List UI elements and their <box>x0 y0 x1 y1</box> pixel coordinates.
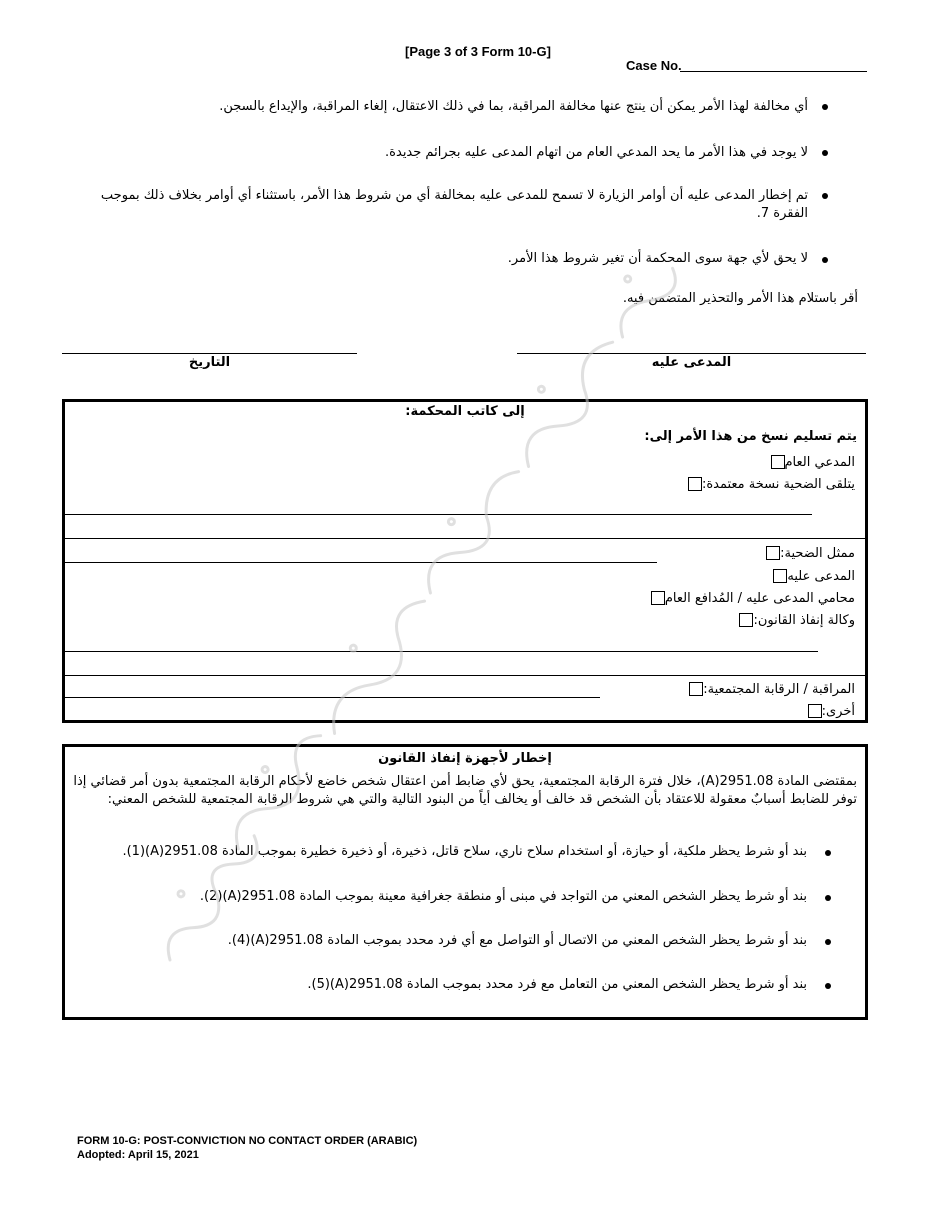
date-label: التاريخ <box>188 355 231 370</box>
notice-item: بند أو شرط يحظر ملكية، أو حيازة، أو استخدام سلاح ناري، سلاح قاتل، ذخيرة، أو ذخيرة خطيرة بموجب المادة 2951.08(A)(1). <box>122 844 807 859</box>
copy-defendant-label: المدعى عليه <box>787 568 855 584</box>
bullet-item: تم إخطار المدعى عليه أن أوامر الزيارة لا تسمح للمدعى عليه بمخالفة أي من شروط هذا الأمر، باستثناء أي أوامر بخلاف ذلك بموجب الفقرة 7. <box>100 188 808 221</box>
page-label: [Page 3 of 3 Form 10-G] <box>405 44 551 59</box>
notice-item: بند أو شرط يحظر الشخص المعني من الاتصال أو التواصل مع أي فرد محدد بموجب المادة 2951.08(A)(4). <box>227 933 807 948</box>
case-no-label: Case No. <box>626 58 682 73</box>
copy-prosecutor-label: المدعي العام <box>784 454 855 470</box>
adopted-date: Adopted: April 15, 2021 <box>77 1149 199 1161</box>
bullet-marker <box>822 150 828 156</box>
copy-law-enforcement-label: وكالة إنفاذ القانون: <box>753 612 855 628</box>
bullet-item: لا يوجد في هذا الأمر ما يحد المدعي العام من اتهام المدعى عليه بجرائم جديدة. <box>385 145 808 160</box>
notice-box-title: إخطار لأجهزة إنفاذ القانون <box>378 751 552 766</box>
bullet-marker <box>822 104 828 110</box>
defendant-label: المدعى عليه <box>651 355 732 370</box>
case-no-field[interactable] <box>680 71 867 72</box>
watermark-graphic <box>90 230 870 990</box>
bullet-marker <box>822 193 828 199</box>
bullet-item: أي مخالفة لهذا الأمر يمكن أن ينتج عنها مخالفة المراقبة، بما في ذلك الاعتقال، إلغاء المراقبة، والإيداع بالسجن. <box>219 99 808 114</box>
bullet-item: لا يحق لأي جهة سوى المحكمة أن تغير شروط هذا الأمر. <box>507 251 808 266</box>
notice-box-intro: بمقتضى المادة 2951.08(A)، خلال فترة الرقابة المجتمعية، يحق لأي ضابط أمن اعتقال شخص خاضع لأحكام الرقابة المجتمعية بدون أمر قضائي إذا توفر للضابط أسبابٌ معقولة للاعتقاد بأن الشخص قد خالف أو يخالف أياً من البنود التالية والتي هي شروط الرقابة المجتمعية للشخص المعني: <box>73 774 857 807</box>
clerk-box-title: إلى كاتب المحكمة: <box>405 404 525 419</box>
notice-item: بند أو شرط يحظر الشخص المعني من التعامل مع فرد محدد بموجب المادة 2951.08(A)(5). <box>307 977 807 992</box>
copy-probation-label: المراقبة / الرقابة المجتمعية: <box>703 681 855 697</box>
copy-other-label: أخرى: <box>821 703 855 719</box>
form-title: FORM 10-G: POST-CONVICTION NO CONTACT ORDER (ARABIC) <box>77 1135 418 1147</box>
notice-item: بند أو شرط يحظر الشخص المعني من التواجد في مبنى أو منطقة جغرافية معينة بموجب المادة 2951.08(A)(2). <box>199 889 807 904</box>
copy-victim-representative-label: ممثل الضحية: <box>780 545 855 561</box>
clerk-box-subtitle: يتم تسليم نسخ من هذا الأمر إلى: <box>644 429 857 444</box>
copy-defense-counsel-label: محامي المدعى عليه / المُدافع العام <box>664 590 855 606</box>
copy-victim-certified-label: يتلقى الضحية نسخة معتمدة: <box>701 476 855 492</box>
acknowledgement-text: أقر باستلام هذا الأمر والتحذير المتضمن فيه. <box>622 291 858 306</box>
